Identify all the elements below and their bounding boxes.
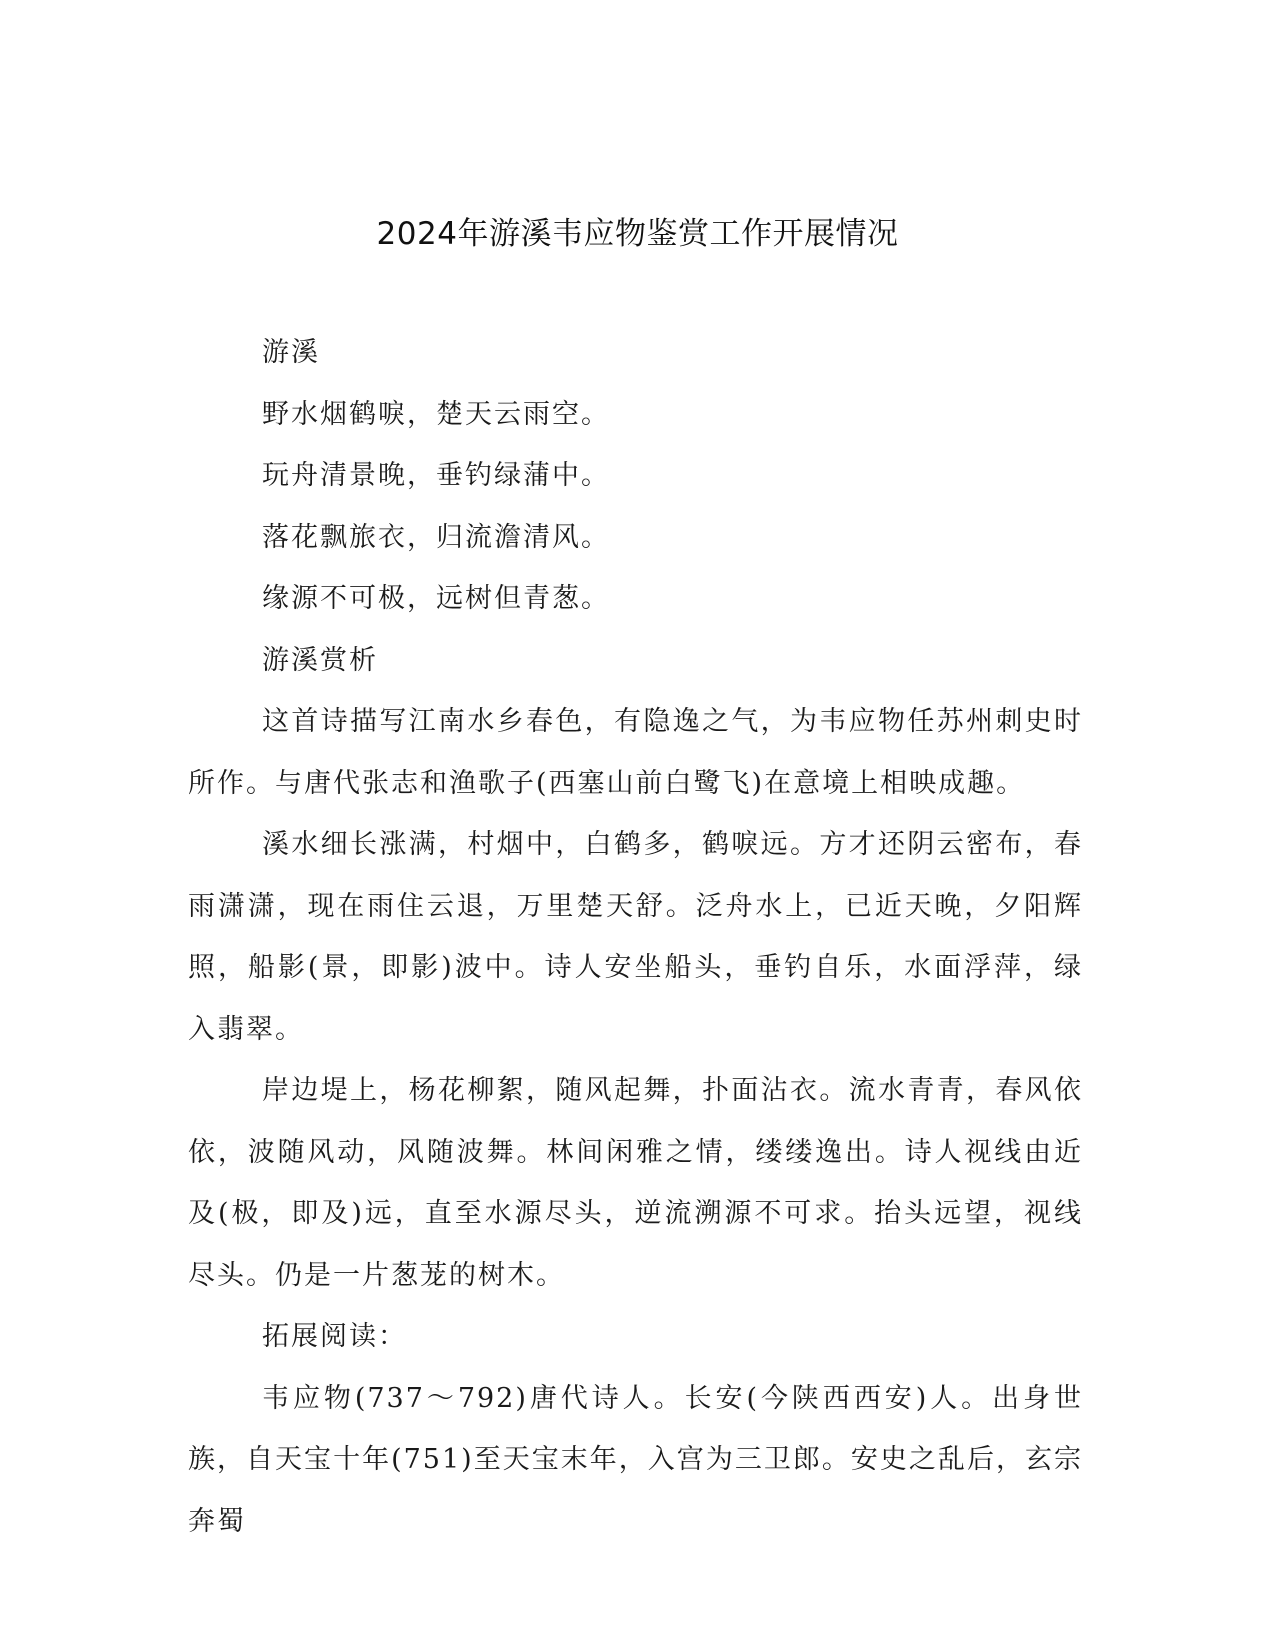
poem-line: 玩舟清景晚，垂钓绿蒲中。 xyxy=(262,460,610,491)
section-heading: 游溪赏析 xyxy=(262,644,378,676)
poem-title: 游溪 xyxy=(262,337,320,368)
body-paragraph: 韦应物(737～792)唐代诗人。长安(今陕西西安)人。出身世族，自天宝十年(751)至天宝末年，入宫为三卫郎。安史之乱后，玄宗奔蜀 xyxy=(188,1382,1083,1537)
body-paragraph: 岸边堤上，杨花柳絮，随风起舞，扑面沾衣。流水青青，春风依依，波随风动，风随波舞。林间闲雅之情，缕缕逸出。诗人视线由近及(极，即及)远，直至水源尽头，逆流溯源不可求。抬头远望，视线尽头。仍是一片葱茏的树木。 xyxy=(188,1075,1083,1291)
poem-line: 落花飘旅衣，归流澹清风。 xyxy=(262,521,610,553)
poem-line: 缘源不可极，远树但青葱。 xyxy=(262,583,610,614)
body-paragraph: 这首诗描写江南水乡春色，有隐逸之气，为韦应物任苏州刺史时所作。与唐代张志和渔歌子(西塞山前白鹭飞)在意境上相映成趣。 xyxy=(188,706,1083,799)
poem-line: 野水烟鹤唳，楚天云雨空。 xyxy=(262,398,610,430)
document-title: 2024年游溪韦应物鉴赏工作开展情况 xyxy=(376,216,899,252)
section-heading: 拓展阅读： xyxy=(262,1321,407,1352)
body-paragraph: 溪水细长涨满，村烟中，白鹤多，鹤唳远。方才还阴云密布，春雨潇潇，现在雨住云退，万里楚天舒。泛舟水上，已近天晚，夕阳辉照，船影(景，即影)波中。诗人安坐船头，垂钓自乐，水面浮萍，绿入翡翠。 xyxy=(188,829,1083,1045)
document-body xyxy=(188,322,1083,1552)
